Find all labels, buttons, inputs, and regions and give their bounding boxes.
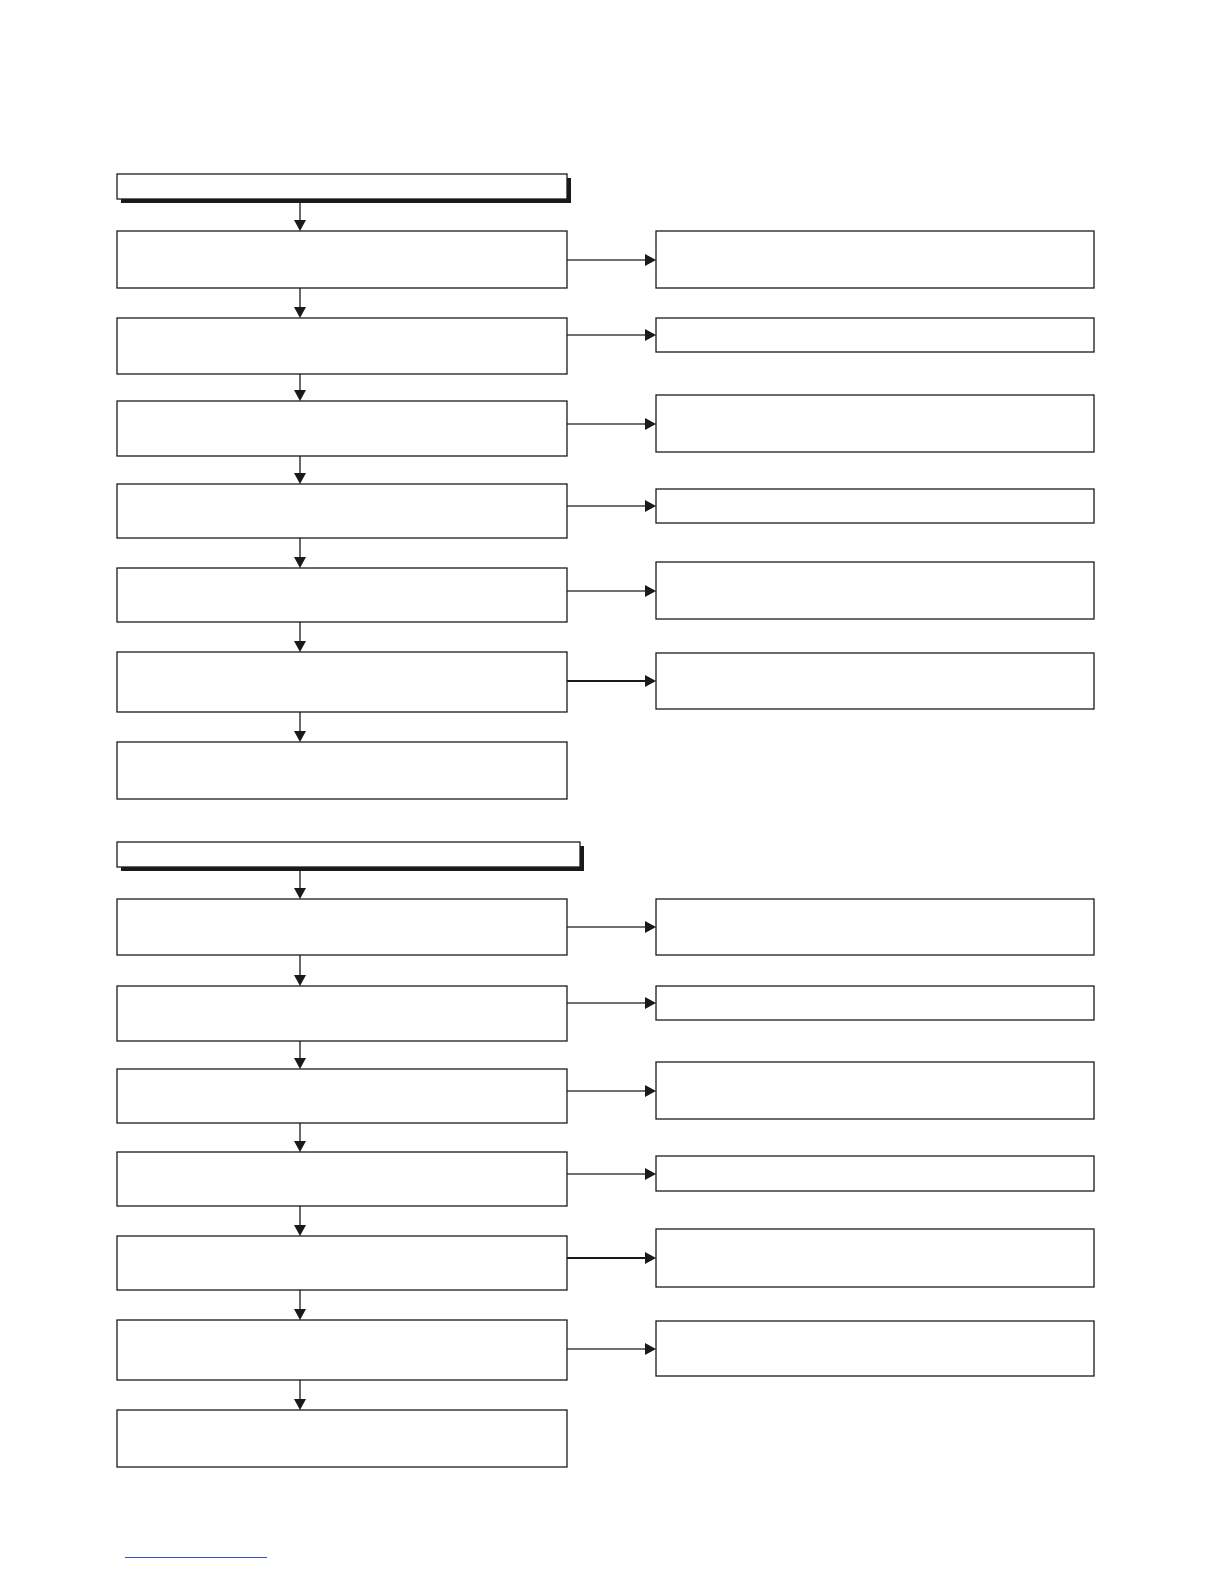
flowchart-2-step-4 [117, 1152, 567, 1206]
flowchart-1-result-6 [656, 653, 1094, 709]
flowchart-2-result-3 [656, 1062, 1094, 1119]
flowchart-1-arrow-down-4 [294, 557, 306, 568]
flowchart-1-arrow-right-2 [645, 329, 656, 341]
flowchart-1-step-4 [117, 484, 567, 538]
flowchart-2-arrow-right-4 [645, 1168, 656, 1180]
flowchart-2-arrow-right-5 [645, 1252, 656, 1264]
flowchart-2-arrow-down-4 [294, 1225, 306, 1236]
flowchart-1-arrow-down-3 [294, 473, 306, 484]
flowchart-1-arrow-down-5 [294, 641, 306, 652]
flowchart-2-result-1 [656, 899, 1094, 955]
flowchart-2-arrow-right-3 [645, 1085, 656, 1097]
flowchart-2-arrow-down-6 [294, 1399, 306, 1410]
flowchart-1-result-4 [656, 489, 1094, 523]
flowchart-1-arrow-right-5 [645, 585, 656, 597]
flowchart-2-step-6 [117, 1320, 567, 1380]
flowchart-1 [117, 174, 1094, 799]
flowchart-2-arrow-right-1 [645, 921, 656, 933]
flowchart-2-result-2 [656, 986, 1094, 1020]
flowchart-1-arrow-right-4 [645, 500, 656, 512]
flowchart-1-step-2 [117, 318, 567, 374]
flowchart-1-arrow-down-6 [294, 731, 306, 742]
flowchart-2-step-3 [117, 1069, 567, 1123]
flowchart-2 [117, 842, 1094, 1467]
flowchart-2-header [117, 842, 580, 867]
flowchart-2-arrow-down-3 [294, 1141, 306, 1152]
flowchart-1-result-1 [656, 231, 1094, 288]
flowchart-2-arrow-down-header [294, 888, 306, 899]
flowchart-2-step-5 [117, 1236, 567, 1290]
flowchart-1-arrow-down-header [294, 220, 306, 231]
flowchart-1-arrow-right-6 [645, 675, 656, 687]
flowchart-2-arrow-down-1 [294, 975, 306, 986]
flowchart-2-arrow-right-2 [645, 997, 656, 1009]
flowchart-1-result-3 [656, 395, 1094, 452]
flowchart-1-arrow-down-1 [294, 307, 306, 318]
flowchart-1-header [117, 174, 567, 199]
flowchart-2-result-4 [656, 1156, 1094, 1191]
flowchart-1-step-7 [117, 742, 567, 799]
flowchart-1-step-6 [117, 652, 567, 712]
flowchart-1-arrow-right-1 [645, 254, 656, 266]
flowchart-1-result-5 [656, 562, 1094, 619]
flowchart-2-result-6 [656, 1321, 1094, 1376]
footer-link[interactable] [125, 1557, 267, 1558]
flowchart-1-step-3 [117, 401, 567, 456]
flowchart-1-arrow-right-3 [645, 418, 656, 430]
flowchart-2-step-2 [117, 986, 567, 1041]
flowchart-2-result-5 [656, 1229, 1094, 1287]
flowchart-2-arrow-down-2 [294, 1058, 306, 1069]
flowchart-1-step-5 [117, 568, 567, 622]
flowchart-1-arrow-down-2 [294, 390, 306, 401]
flowchart-1-result-2 [656, 318, 1094, 352]
flowchart-2-arrow-right-6 [645, 1343, 656, 1355]
flowchart-2-arrow-down-5 [294, 1309, 306, 1320]
flowchart-2-step-1 [117, 899, 567, 955]
flowchart-1-step-1 [117, 231, 567, 288]
flowchart-2-step-7 [117, 1410, 567, 1467]
